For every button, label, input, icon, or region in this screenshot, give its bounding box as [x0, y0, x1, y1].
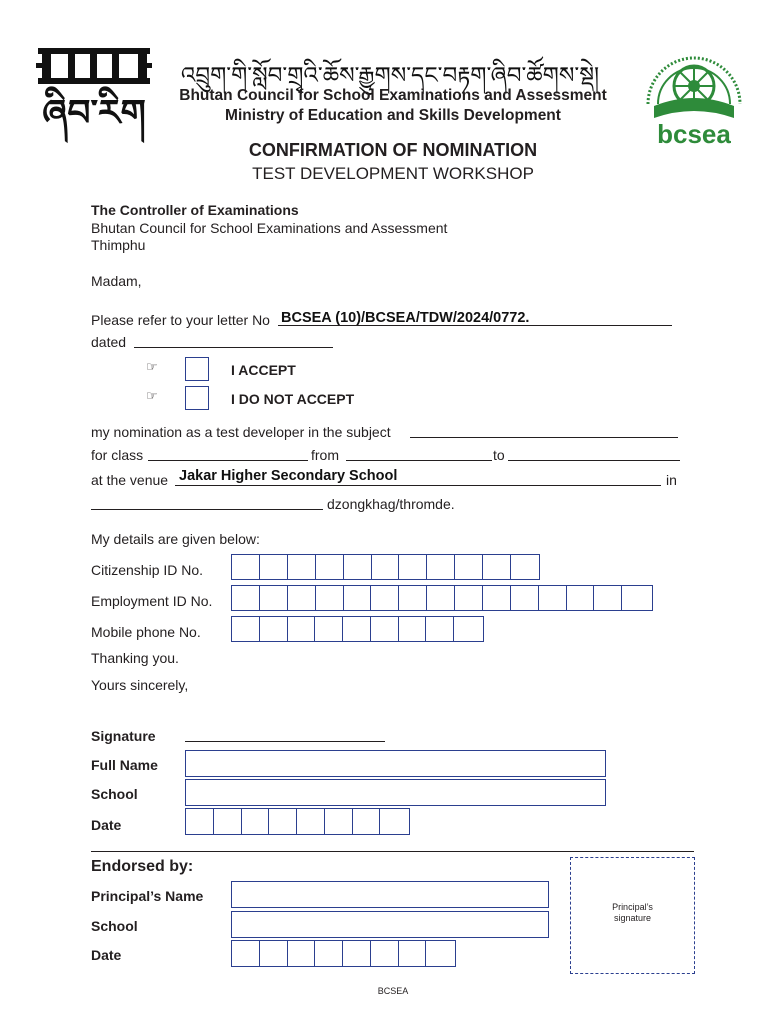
- bcsea-logo: [640, 40, 748, 152]
- nomination-label: my nomination as a test developer in the subject: [91, 424, 391, 440]
- accept-checkbox[interactable]: [185, 357, 209, 381]
- date-boxes[interactable]: [185, 808, 410, 835]
- citizenship-id-boxes[interactable]: [231, 554, 540, 580]
- ministry-name: Ministry of Education and Skills Development: [225, 107, 561, 124]
- citizenship-label: Citizenship ID No.: [91, 562, 204, 578]
- principal-date-boxes[interactable]: [231, 940, 456, 967]
- subject-line[interactable]: [410, 437, 678, 438]
- left-logo-text: ཞིབ་རིག: [42, 93, 146, 134]
- principal-school-label: School: [91, 918, 138, 934]
- footer-text: BCSEA: [377, 986, 409, 996]
- left-logo-emblem-icon: [36, 46, 152, 88]
- principal-date-label: Date: [91, 947, 122, 963]
- date-label: Date: [91, 817, 122, 833]
- signature-line[interactable]: [185, 741, 385, 742]
- thanking-text: Thanking you.: [91, 650, 179, 666]
- bcsea-logo-text: bcsea: [657, 119, 731, 149]
- mobile-phone-boxes[interactable]: [231, 616, 484, 642]
- principal-name-field[interactable]: [231, 881, 549, 908]
- pointing-hand-icon: ☞: [146, 389, 158, 404]
- org-name: Bhutan Council for School Examinations and Assessment: [179, 87, 607, 104]
- fullname-field[interactable]: [185, 750, 606, 777]
- mobile-label: Mobile phone No.: [91, 624, 201, 640]
- dated-line[interactable]: [134, 347, 333, 348]
- addressee-line3: Thimphu: [91, 237, 146, 253]
- dzongkhag-line[interactable]: [91, 509, 323, 510]
- employment-id-boxes[interactable]: [231, 585, 653, 611]
- in-label: in: [666, 472, 677, 488]
- endorsed-heading: Endorsed by:: [91, 858, 194, 875]
- class-line[interactable]: [148, 460, 308, 461]
- principal-name-label: Principal’s Name: [91, 888, 204, 904]
- bcsea-emblem-icon: [640, 40, 748, 124]
- letter-no-value: BCSEA (10)/BCSEA/TDW/2024/0772.: [281, 310, 530, 326]
- left-logo: [36, 46, 152, 146]
- fullname-label: Full Name: [91, 757, 158, 773]
- principal-signature-label: Principal’s signature: [612, 902, 653, 923]
- signature-label: Signature: [91, 728, 156, 744]
- venue-value: Jakar Higher Secondary School: [179, 468, 398, 484]
- salutation: Madam,: [91, 273, 142, 289]
- school-field[interactable]: [185, 779, 606, 806]
- venue-label: at the venue: [91, 472, 169, 488]
- from-date-line[interactable]: [346, 460, 492, 461]
- refer-label: Please refer to your letter No: [91, 312, 270, 328]
- tibetan-title: འབྲུག་གི་སློབ་གྲྭའི་ཆོས་རྒྱུགས་དང་བརྟག་ཞིབ་ཚོགས་སྡེ།: [180, 63, 600, 89]
- form-title: CONFIRMATION OF NOMINATION: [248, 140, 538, 160]
- for-class-label: for class: [91, 447, 144, 463]
- dated-label: dated: [91, 334, 127, 350]
- not-accept-label: I DO NOT ACCEPT: [231, 391, 355, 407]
- school-label: School: [91, 786, 138, 802]
- venue-line[interactable]: [175, 485, 661, 486]
- principal-school-field[interactable]: [231, 911, 549, 938]
- dzongkhag-label: dzongkhag/thromde.: [327, 496, 455, 512]
- pointing-hand-icon: ☞: [146, 360, 158, 375]
- from-label: from: [311, 447, 339, 463]
- addressee-line2: Bhutan Council for School Examinations and Assessment: [91, 220, 448, 236]
- form-subtitle: TEST DEVELOPMENT WORKSHOP: [252, 164, 534, 183]
- details-intro: My details are given below:: [91, 531, 260, 547]
- to-date-line[interactable]: [508, 460, 680, 461]
- not-accept-checkbox[interactable]: [185, 386, 209, 410]
- employment-label: Employment ID No.: [91, 593, 213, 609]
- accept-label: I ACCEPT: [231, 362, 296, 378]
- yours-sincerely-text: Yours sincerely,: [91, 677, 189, 693]
- to-label: to: [493, 447, 505, 463]
- section-divider: [91, 851, 694, 852]
- addressee-line1: The Controller of Examinations: [91, 202, 299, 218]
